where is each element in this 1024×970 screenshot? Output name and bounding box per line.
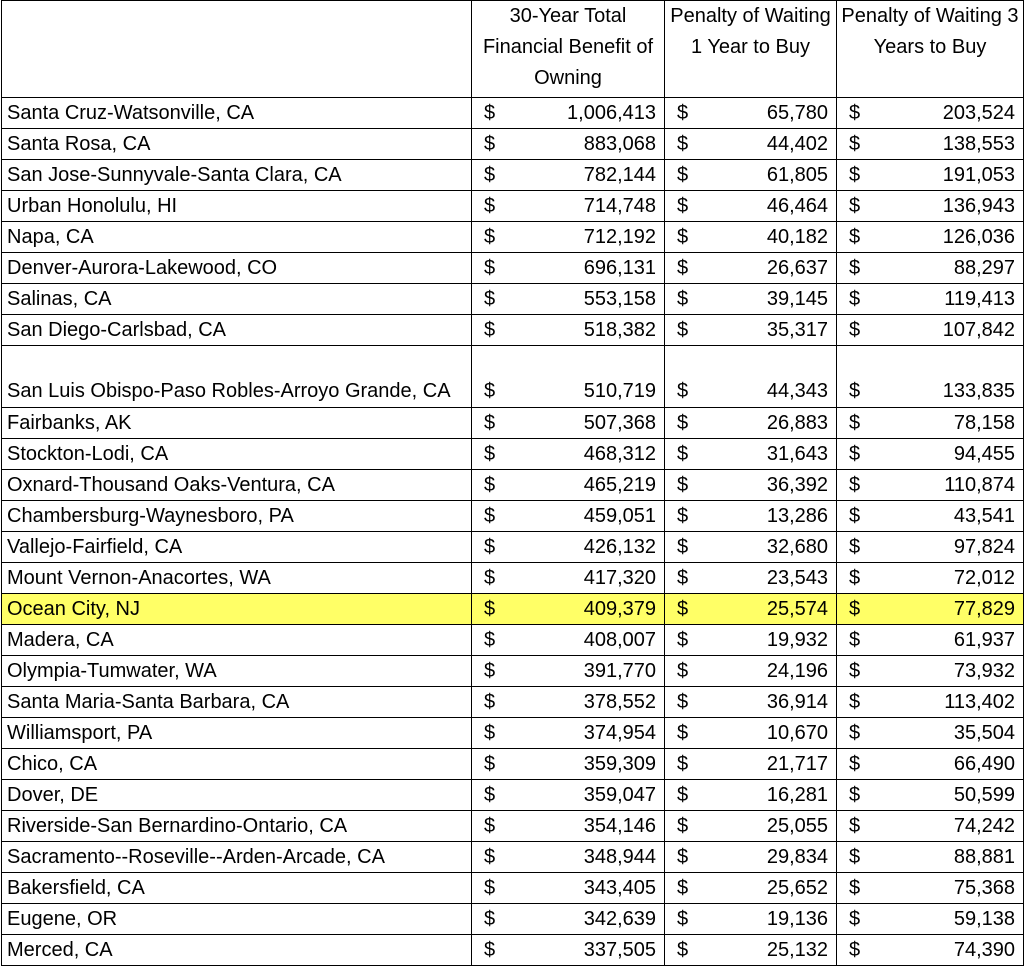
city-name-cell: Riverside-San Bernardino-Ontario, CA [2, 811, 472, 842]
table-row [2, 594, 1024, 625]
benefit-value-cell: 417,320 [508, 563, 665, 594]
currency-symbol: $ [472, 501, 508, 532]
currency-symbol: $ [837, 718, 873, 749]
benefit-value-cell: 378,552 [508, 687, 665, 718]
table-row [2, 315, 1024, 346]
currency-symbol: $ [665, 439, 701, 470]
wait-1-year-value-cell: 24,196 [701, 656, 837, 687]
table-row [2, 160, 1024, 191]
city-name-cell: Santa Maria-Santa Barbara, CA [2, 687, 472, 718]
wait-3-years-value-cell: 66,490 [873, 749, 1024, 780]
wait-1-year-value-cell: 21,717 [701, 749, 837, 780]
header-benefit: 30-Year Total Financial Benefit of Owning [472, 1, 665, 98]
table-row [2, 842, 1024, 873]
wait-3-years-value-cell: 35,504 [873, 718, 1024, 749]
table-row [2, 501, 1024, 532]
header-wait-3-years: Penalty of Waiting 3 Years to Buy [837, 1, 1024, 98]
wait-3-years-value-cell: 78,158 [873, 408, 1024, 439]
currency-symbol: $ [472, 439, 508, 470]
city-name-cell: Ocean City, NJ [2, 594, 472, 625]
currency-symbol: $ [665, 842, 701, 873]
currency-symbol: $ [472, 129, 508, 160]
city-name-cell: Santa Rosa, CA [2, 129, 472, 160]
city-name-cell: Oxnard-Thousand Oaks-Ventura, CA [2, 470, 472, 501]
currency-symbol: $ [472, 284, 508, 315]
wait-1-year-value-cell: 44,402 [701, 129, 837, 160]
benefit-value-cell: 409,379 [508, 594, 665, 625]
benefit-value-cell: 374,954 [508, 718, 665, 749]
currency-symbol: $ [665, 470, 701, 501]
currency-symbol: $ [837, 594, 873, 625]
currency-symbol: $ [665, 904, 701, 935]
wait-3-years-value-cell: 88,881 [873, 842, 1024, 873]
currency-symbol: $ [665, 501, 701, 532]
wait-3-years-value-cell: 126,036 [873, 222, 1024, 253]
currency-symbol: $ [472, 625, 508, 656]
table-row [2, 935, 1024, 966]
benefit-value-cell: 712,192 [508, 222, 665, 253]
city-name-cell: Stockton-Lodi, CA [2, 439, 472, 470]
city-name-cell: Chambersburg-Waynesboro, PA [2, 501, 472, 532]
table-row [2, 625, 1024, 656]
currency-symbol: $ [472, 563, 508, 594]
city-name-cell: Fairbanks, AK [2, 408, 472, 439]
currency-symbol: $ [472, 470, 508, 501]
currency-symbol: $ [472, 904, 508, 935]
table-row [2, 408, 1024, 439]
city-name-cell: Sacramento--Roseville--Arden-Arcade, CA [2, 842, 472, 873]
currency-symbol: $ [472, 346, 508, 408]
wait-3-years-value-cell: 50,599 [873, 780, 1024, 811]
currency-symbol: $ [472, 749, 508, 780]
benefit-value-cell: 465,219 [508, 470, 665, 501]
wait-3-years-value-cell: 133,835 [873, 346, 1024, 408]
table-row [2, 191, 1024, 222]
wait-3-years-value-cell: 77,829 [873, 594, 1024, 625]
wait-1-year-value-cell: 25,055 [701, 811, 837, 842]
currency-symbol: $ [472, 811, 508, 842]
currency-symbol: $ [665, 284, 701, 315]
currency-symbol: $ [837, 222, 873, 253]
city-name-cell: San Diego-Carlsbad, CA [2, 315, 472, 346]
wait-1-year-value-cell: 19,136 [701, 904, 837, 935]
wait-1-year-value-cell: 31,643 [701, 439, 837, 470]
wait-1-year-value-cell: 36,392 [701, 470, 837, 501]
currency-symbol: $ [837, 408, 873, 439]
currency-symbol: $ [837, 842, 873, 873]
wait-3-years-value-cell: 74,242 [873, 811, 1024, 842]
currency-symbol: $ [472, 315, 508, 346]
benefit-value-cell: 507,368 [508, 408, 665, 439]
benefit-value-cell: 426,132 [508, 532, 665, 563]
wait-1-year-value-cell: 25,652 [701, 873, 837, 904]
wait-1-year-value-cell: 26,883 [701, 408, 837, 439]
wait-1-year-value-cell: 61,805 [701, 160, 837, 191]
wait-1-year-value-cell: 44,343 [701, 346, 837, 408]
currency-symbol: $ [472, 594, 508, 625]
currency-symbol: $ [665, 563, 701, 594]
benefit-value-cell: 343,405 [508, 873, 665, 904]
currency-symbol: $ [472, 718, 508, 749]
city-name-cell: Chico, CA [2, 749, 472, 780]
wait-1-year-value-cell: 25,132 [701, 935, 837, 966]
currency-symbol: $ [665, 191, 701, 222]
table-row [2, 346, 1024, 408]
benefit-value-cell: 553,158 [508, 284, 665, 315]
table-row [2, 98, 1024, 129]
header-row [2, 1, 1024, 98]
city-name-cell: Olympia-Tumwater, WA [2, 656, 472, 687]
benefit-value-cell: 408,007 [508, 625, 665, 656]
currency-symbol: $ [665, 160, 701, 191]
currency-symbol: $ [665, 811, 701, 842]
benefit-value-cell: 1,006,413 [508, 98, 665, 129]
wait-1-year-value-cell: 35,317 [701, 315, 837, 346]
table-row [2, 873, 1024, 904]
currency-symbol: $ [665, 98, 701, 129]
currency-symbol: $ [472, 873, 508, 904]
currency-symbol: $ [837, 284, 873, 315]
wait-1-year-value-cell: 23,543 [701, 563, 837, 594]
currency-symbol: $ [837, 315, 873, 346]
benefit-value-cell: 468,312 [508, 439, 665, 470]
benefit-value-cell: 348,944 [508, 842, 665, 873]
currency-symbol: $ [472, 160, 508, 191]
benefit-value-cell: 782,144 [508, 160, 665, 191]
wait-3-years-value-cell: 191,053 [873, 160, 1024, 191]
benefit-value-cell: 459,051 [508, 501, 665, 532]
currency-symbol: $ [665, 687, 701, 718]
benefit-value-cell: 714,748 [508, 191, 665, 222]
currency-symbol: $ [837, 563, 873, 594]
wait-3-years-value-cell: 73,932 [873, 656, 1024, 687]
wait-1-year-value-cell: 39,145 [701, 284, 837, 315]
wait-3-years-value-cell: 75,368 [873, 873, 1024, 904]
currency-symbol: $ [472, 842, 508, 873]
benefit-value-cell: 510,719 [508, 346, 665, 408]
currency-symbol: $ [837, 749, 873, 780]
wait-3-years-value-cell: 113,402 [873, 687, 1024, 718]
city-name-cell: San Jose-Sunnyvale-Santa Clara, CA [2, 160, 472, 191]
table-row [2, 687, 1024, 718]
city-name-cell: Urban Honolulu, HI [2, 191, 472, 222]
currency-symbol: $ [472, 98, 508, 129]
wait-1-year-value-cell: 29,834 [701, 842, 837, 873]
city-name-cell: Dover, DE [2, 780, 472, 811]
currency-symbol: $ [665, 749, 701, 780]
city-name-cell: Napa, CA [2, 222, 472, 253]
table-row [2, 811, 1024, 842]
currency-symbol: $ [665, 873, 701, 904]
table-row [2, 563, 1024, 594]
city-name-cell: Denver-Aurora-Lakewood, CO [2, 253, 472, 284]
currency-symbol: $ [472, 253, 508, 284]
currency-symbol: $ [837, 532, 873, 563]
wait-1-year-value-cell: 25,574 [701, 594, 837, 625]
currency-symbol: $ [665, 532, 701, 563]
wait-3-years-value-cell: 110,874 [873, 470, 1024, 501]
currency-symbol: $ [837, 346, 873, 408]
city-name-cell: Santa Cruz-Watsonville, CA [2, 98, 472, 129]
wait-1-year-value-cell: 40,182 [701, 222, 837, 253]
currency-symbol: $ [665, 935, 701, 966]
wait-3-years-value-cell: 94,455 [873, 439, 1024, 470]
currency-symbol: $ [837, 656, 873, 687]
header-wait-1-year: Penalty of Waiting 1 Year to Buy [665, 1, 837, 98]
currency-symbol: $ [665, 656, 701, 687]
currency-symbol: $ [837, 160, 873, 191]
currency-symbol: $ [665, 625, 701, 656]
wait-1-year-value-cell: 19,932 [701, 625, 837, 656]
benefit-value-cell: 883,068 [508, 129, 665, 160]
table-row [2, 718, 1024, 749]
benefit-value-cell: 696,131 [508, 253, 665, 284]
table-row [2, 470, 1024, 501]
currency-symbol: $ [837, 687, 873, 718]
currency-symbol: $ [472, 191, 508, 222]
city-name-cell: Vallejo-Fairfield, CA [2, 532, 472, 563]
currency-symbol: $ [837, 811, 873, 842]
table-row [2, 129, 1024, 160]
currency-symbol: $ [837, 935, 873, 966]
table-row [2, 532, 1024, 563]
currency-symbol: $ [472, 687, 508, 718]
currency-symbol: $ [837, 780, 873, 811]
currency-symbol: $ [472, 532, 508, 563]
currency-symbol: $ [472, 222, 508, 253]
currency-symbol: $ [837, 625, 873, 656]
table-row [2, 904, 1024, 935]
benefit-value-cell: 359,309 [508, 749, 665, 780]
benefit-value-cell: 518,382 [508, 315, 665, 346]
city-name-cell: Williamsport, PA [2, 718, 472, 749]
currency-symbol: $ [665, 594, 701, 625]
wait-3-years-value-cell: 107,842 [873, 315, 1024, 346]
city-name-cell: San Luis Obispo-Paso Robles-Arroyo Grande, CA [2, 346, 472, 408]
header-city [2, 1, 472, 98]
currency-symbol: $ [665, 780, 701, 811]
wait-3-years-value-cell: 88,297 [873, 253, 1024, 284]
table-row [2, 253, 1024, 284]
wait-3-years-value-cell: 72,012 [873, 563, 1024, 594]
currency-symbol: $ [665, 253, 701, 284]
currency-symbol: $ [665, 408, 701, 439]
currency-symbol: $ [472, 656, 508, 687]
currency-symbol: $ [837, 470, 873, 501]
city-name-cell: Merced, CA [2, 935, 472, 966]
wait-3-years-value-cell: 203,524 [873, 98, 1024, 129]
wait-3-years-value-cell: 119,413 [873, 284, 1024, 315]
wait-3-years-value-cell: 43,541 [873, 501, 1024, 532]
currency-symbol: $ [472, 780, 508, 811]
wait-3-years-value-cell: 74,390 [873, 935, 1024, 966]
currency-symbol: $ [472, 408, 508, 439]
wait-3-years-value-cell: 61,937 [873, 625, 1024, 656]
currency-symbol: $ [665, 346, 701, 408]
wait-3-years-value-cell: 136,943 [873, 191, 1024, 222]
currency-symbol: $ [665, 222, 701, 253]
wait-1-year-value-cell: 65,780 [701, 98, 837, 129]
wait-1-year-value-cell: 10,670 [701, 718, 837, 749]
table-row [2, 749, 1024, 780]
currency-symbol: $ [472, 935, 508, 966]
city-name-cell: Mount Vernon-Anacortes, WA [2, 563, 472, 594]
table-row [2, 656, 1024, 687]
benefit-value-cell: 391,770 [508, 656, 665, 687]
currency-symbol: $ [837, 904, 873, 935]
table-row [2, 222, 1024, 253]
wait-1-year-value-cell: 16,281 [701, 780, 837, 811]
currency-symbol: $ [837, 873, 873, 904]
benefit-value-cell: 354,146 [508, 811, 665, 842]
currency-symbol: $ [837, 98, 873, 129]
wait-1-year-value-cell: 46,464 [701, 191, 837, 222]
city-name-cell: Eugene, OR [2, 904, 472, 935]
currency-symbol: $ [837, 501, 873, 532]
benefit-value-cell: 342,639 [508, 904, 665, 935]
wait-1-year-value-cell: 36,914 [701, 687, 837, 718]
city-name-cell: Salinas, CA [2, 284, 472, 315]
table-row [2, 284, 1024, 315]
metro-benefit-table [1, 0, 1024, 966]
currency-symbol: $ [837, 253, 873, 284]
table-row [2, 439, 1024, 470]
currency-symbol: $ [837, 439, 873, 470]
benefit-value-cell: 337,505 [508, 935, 665, 966]
benefit-value-cell: 359,047 [508, 780, 665, 811]
wait-3-years-value-cell: 97,824 [873, 532, 1024, 563]
city-name-cell: Madera, CA [2, 625, 472, 656]
currency-symbol: $ [665, 718, 701, 749]
currency-symbol: $ [837, 191, 873, 222]
currency-symbol: $ [665, 315, 701, 346]
wait-1-year-value-cell: 13,286 [701, 501, 837, 532]
city-name-cell: Bakersfield, CA [2, 873, 472, 904]
wait-1-year-value-cell: 26,637 [701, 253, 837, 284]
currency-symbol: $ [665, 129, 701, 160]
wait-1-year-value-cell: 32,680 [701, 532, 837, 563]
wait-3-years-value-cell: 138,553 [873, 129, 1024, 160]
wait-3-years-value-cell: 59,138 [873, 904, 1024, 935]
currency-symbol: $ [837, 129, 873, 160]
table-row [2, 780, 1024, 811]
